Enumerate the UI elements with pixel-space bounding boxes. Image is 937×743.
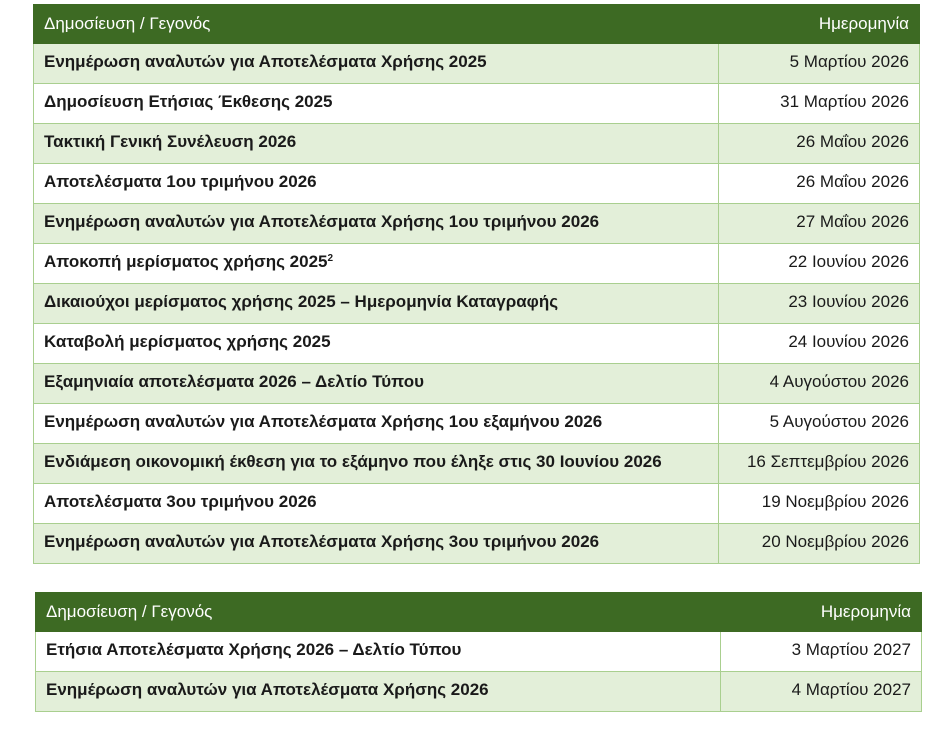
table-row xyxy=(34,164,920,204)
event-cell: Ενδιάμεση οικονομική έκθεση για το εξάμηνο που έληξε στις 30 Ιουνίου 2026 xyxy=(34,444,719,484)
date-cell: 4 Μαρτίου 2027 xyxy=(721,672,922,712)
date-cell: 5 Αυγούστου 2026 xyxy=(719,404,920,444)
event-cell: Ενημέρωση αναλυτών για Αποτελέσματα Χρήσης 1ου εξαμήνου 2026 xyxy=(34,404,719,444)
table-row xyxy=(34,524,920,564)
table-row xyxy=(34,124,920,164)
table-row xyxy=(34,44,920,84)
date-cell: 5 Μαρτίου 2026 xyxy=(719,44,920,84)
date-cell: 24 Ιουνίου 2026 xyxy=(719,324,920,364)
date-cell: 3 Μαρτίου 2027 xyxy=(721,632,922,672)
event-cell: Ενημέρωση αναλυτών για Αποτελέσματα Χρήσης 2025 xyxy=(34,44,719,84)
event-cell: Δημοσίευση Ετήσιας Έκθεσης 2025 xyxy=(34,84,719,124)
event-cell: Ενημέρωση αναλυτών για Αποτελέσματα Χρήσης 1ου τριμήνου 2026 xyxy=(34,204,719,244)
event-column-header: Δημοσίευση / Γεγονός xyxy=(34,5,719,44)
table-row xyxy=(34,364,920,404)
date-cell: 27 Μαΐου 2026 xyxy=(719,204,920,244)
financial-calendar-table xyxy=(33,4,920,564)
date-column-header: Ημερομηνία xyxy=(719,5,920,44)
date-cell: 4 Αυγούστου 2026 xyxy=(719,364,920,404)
event-cell: Ετήσια Αποτελέσματα Χρήσης 2026 – Δελτίο Τύπου xyxy=(36,632,721,672)
table-row xyxy=(34,204,920,244)
event-cell: Καταβολή μερίσματος χρήσης 2025 xyxy=(34,324,719,364)
event-cell: Αποτελέσματα 1ου τριμήνου 2026 xyxy=(34,164,719,204)
table-row xyxy=(34,404,920,444)
footnote-marker: 2 xyxy=(327,253,334,264)
date-cell: 26 Μαΐου 2026 xyxy=(719,164,920,204)
event-cell: Εξαμηνιαία αποτελέσματα 2026 – Δελτίο Τύπου xyxy=(34,364,719,404)
date-cell: 16 Σεπτεμβρίου 2026 xyxy=(719,444,920,484)
table-row xyxy=(34,244,920,284)
date-cell: 23 Ιουνίου 2026 xyxy=(719,284,920,324)
event-cell: Ενημέρωση αναλυτών για Αποτελέσματα Χρήσης 3ου τριμήνου 2026 xyxy=(34,524,719,564)
table-row xyxy=(34,324,920,364)
event-column-header: Δημοσίευση / Γεγονός xyxy=(36,593,721,632)
event-cell: Δικαιούχοι μερίσματος χρήσης 2025 – Ημερομηνία Καταγραφής xyxy=(34,284,719,324)
financial-calendar-table-2027 xyxy=(35,592,922,712)
date-cell: 22 Ιουνίου 2026 xyxy=(719,244,920,284)
event-cell xyxy=(34,244,719,284)
event-cell: Τακτική Γενική Συνέλευση 2026 xyxy=(34,124,719,164)
table-row xyxy=(36,632,922,672)
table-row xyxy=(34,284,920,324)
event-cell: Αποτελέσματα 3ου τριμήνου 2026 xyxy=(34,484,719,524)
table-header-row xyxy=(34,5,920,44)
table-row xyxy=(34,84,920,124)
date-cell: 20 Νοεμβρίου 2026 xyxy=(719,524,920,564)
table-row xyxy=(34,484,920,524)
event-text: Αποκοπή μερίσματος χρήσης 2025 xyxy=(44,252,328,271)
date-cell: 31 Μαρτίου 2026 xyxy=(719,84,920,124)
date-cell: 26 Μαΐου 2026 xyxy=(719,124,920,164)
table-row xyxy=(34,444,920,484)
date-column-header: Ημερομηνία xyxy=(721,593,922,632)
table-header-row xyxy=(36,593,922,632)
date-cell: 19 Νοεμβρίου 2026 xyxy=(719,484,920,524)
table-row xyxy=(36,672,922,712)
event-cell: Ενημέρωση αναλυτών για Αποτελέσματα Χρήσης 2026 xyxy=(36,672,721,712)
